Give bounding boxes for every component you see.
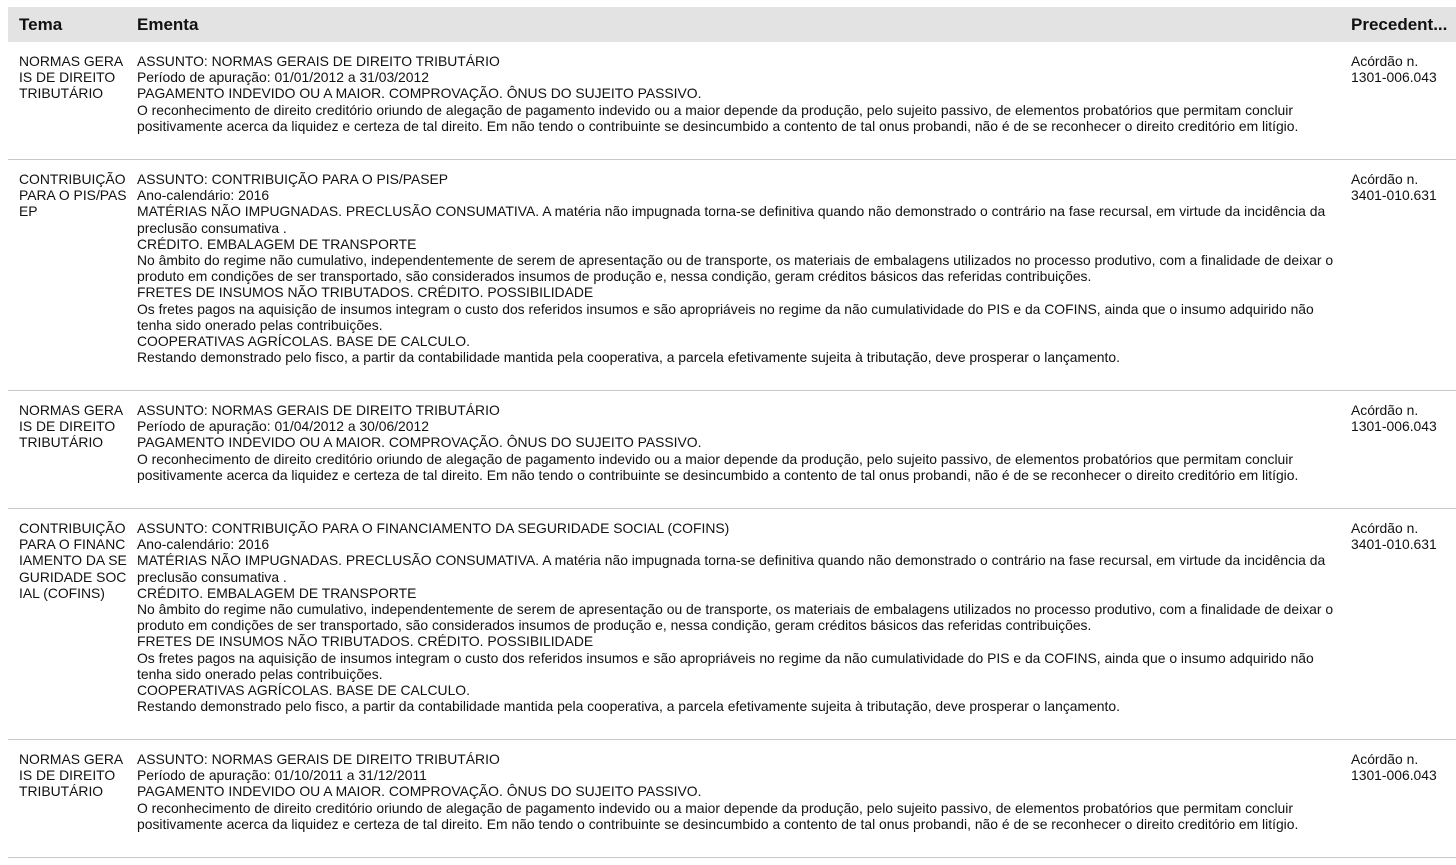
row-precedente[interactable]: Acórdão n. 3401-010.631 [1351,171,1437,204]
ementa-line: CRÉDITO. EMBALAGEM DE TRANSPORTE [137,584,417,601]
ementa-line: Os fretes pagos na aquisição de insumos integram o custo dos referidos insumos e são apropriáveis no regime da não cumulatividade do PIS e da COFINS, ainda que o insumo adquirido não tenha sido onerado pelas contribuições. [137,649,1314,682]
ementa-line: ASSUNTO: CONTRIBUIÇÃO PARA O FINANCIAMENTO DA SEGURIDADE SOCIAL (COFINS) [137,520,730,536]
ementa-line: Restando demonstrado pelo fisco, a partir da contabilidade mantida pela cooperativa, a parcela efetivamente sujeita à tributação, deve prosperar o lançamento. [137,698,1120,715]
ementa-line: PAGAMENTO INDEVIDO OU A MAIOR. COMPROVAÇÃO. ÔNUS DO SUJEITO PASSIVO. [137,434,702,451]
row-tema: NORMAS GERAIS DE DIREITO TRIBUTÁRIO [19,402,124,451]
ementa-line: No âmbito do regime não cumulativo, independentemente de serem de apresentação ou de transporte, os materiais de embalagens utilizados no processo produtivo, com a finalidade de deixar o produto em condições de ser transportado, são considerados insumos de produção e, nessa condição, geram créditos básicos das referidas contribuições. [137,601,1334,634]
ementa-line: O reconhecimento de direito creditório oriundo de alegação de pagamento indevido ou a maior depende da produção, pelo sujeito passivo, de elementos probatórios que permitam concluir positivamente acerca da liquidez e certeza de tal direito. Em não tendo o contribuinte se desincumbido a contento de tal onus probandi, não é de se reconhecer o direito creditório em litígio. [137,799,1299,832]
row-precedente[interactable]: Acórdão n. 1301-006.043 [1351,751,1437,784]
ementa-line: ASSUNTO: CONTRIBUIÇÃO PARA O PIS/PASEP [137,171,449,187]
ementa-line: ASSUNTO: NORMAS GERAIS DE DIREITO TRIBUTÁRIO [137,53,500,69]
row-ementa [137,509,1351,739]
ementa-line: MATÉRIAS NÃO IMPUGNADAS. PRECLUSÃO CONSUMATIVA. A matéria não impugnada torna-se definitiva quando não demonstrado o contrário na fase recursal, em virtude da incidência da preclusão consumativa . [137,552,1326,585]
ementa-line: Período de apuração: 01/04/2012 a 30/06/2012 [137,418,429,435]
table-row[interactable] [8,740,1456,858]
row-tema: CONTRIBUIÇÃO PARA O FINANCIAMENTO DA SEGURIDADE SOCIAL (COFINS) [19,520,127,601]
ementa-line: PAGAMENTO INDEVIDO OU A MAIOR. COMPROVAÇÃO. ÔNUS DO SUJEITO PASSIVO. [137,783,702,800]
results-table [8,7,1456,858]
column-header-tema[interactable]: Tema [19,14,63,34]
row-precedente[interactable]: Acórdão n. 3401-010.631 [1351,520,1437,553]
ementa-line: O reconhecimento de direito creditório oriundo de alegação de pagamento indevido ou a maior depende da produção, pelo sujeito passivo, de elementos probatórios que permitam concluir positivamente acerca da liquidez e certeza de tal direito. Em não tendo o contribuinte se desincumbido a contento de tal onus probandi, não é de se reconhecer o direito creditório em litígio. [137,101,1299,134]
column-header-ementa[interactable]: Ementa [137,14,199,34]
ementa-line: FRETES DE INSUMOS NÃO TRIBUTADOS. CRÉDITO. POSSIBILIDADE [137,284,594,301]
row-precedente[interactable]: Acórdão n. 1301-006.043 [1351,402,1437,435]
ementa-line: ASSUNTO: NORMAS GERAIS DE DIREITO TRIBUTÁRIO [137,751,500,767]
row-ementa [137,160,1351,390]
row-ementa [137,740,1351,857]
ementa-line: Restando demonstrado pelo fisco, a partir da contabilidade mantida pela cooperativa, a parcela efetivamente sujeita à tributação, deve prosperar o lançamento. [137,349,1120,366]
column-header-precedente[interactable]: Precedent... [1351,14,1448,34]
ementa-line: COOPERATIVAS AGRÍCOLAS. BASE DE CALCULO. [137,333,470,350]
row-tema: NORMAS GERAIS DE DIREITO TRIBUTÁRIO [19,751,124,800]
row-ementa [137,42,1351,159]
table-row[interactable] [8,160,1456,391]
ementa-line: No âmbito do regime não cumulativo, independentemente de serem de apresentação ou de transporte, os materiais de embalagens utilizados no processo produtivo, com a finalidade de deixar o produto em condições de ser transportado, são considerados insumos de produção e, nessa condição, geram créditos básicos das referidas contribuições. [137,252,1334,285]
ementa-line: Período de apuração: 01/10/2011 a 31/12/2011 [137,767,427,784]
ementa-line: FRETES DE INSUMOS NÃO TRIBUTADOS. CRÉDITO. POSSIBILIDADE [137,633,594,650]
row-tema: CONTRIBUIÇÃO PARA O PIS/PASEP [19,171,127,220]
ementa-line: Ano-calendário: 2016 [137,536,270,553]
ementa-line: COOPERATIVAS AGRÍCOLAS. BASE DE CALCULO. [137,682,470,699]
ementa-line: Os fretes pagos na aquisição de insumos integram o custo dos referidos insumos e são apropriáveis no regime da não cumulatividade do PIS e da COFINS, ainda que o insumo adquirido não tenha sido onerado pelas contribuições. [137,300,1314,333]
row-tema: NORMAS GERAIS DE DIREITO TRIBUTÁRIO [19,53,124,102]
table-row[interactable] [8,42,1456,160]
table-row[interactable] [8,391,1456,509]
ementa-line: PAGAMENTO INDEVIDO OU A MAIOR. COMPROVAÇÃO. ÔNUS DO SUJEITO PASSIVO. [137,85,702,102]
ementa-line: ASSUNTO: NORMAS GERAIS DE DIREITO TRIBUTÁRIO [137,402,500,418]
ementa-line: O reconhecimento de direito creditório oriundo de alegação de pagamento indevido ou a maior depende da produção, pelo sujeito passivo, de elementos probatórios que permitam concluir positivamente acerca da liquidez e certeza de tal direito. Em não tendo o contribuinte se desincumbido a contento de tal onus probandi, não é de se reconhecer o direito creditório em litígio. [137,450,1299,483]
ementa-line: Período de apuração: 01/01/2012 a 31/03/2012 [137,69,429,86]
ementa-line: Ano-calendário: 2016 [137,187,270,204]
row-ementa [137,391,1351,508]
table-row[interactable] [8,509,1456,740]
table-header [8,7,1456,42]
row-precedente[interactable]: Acórdão n. 1301-006.043 [1351,53,1437,86]
ementa-line: MATÉRIAS NÃO IMPUGNADAS. PRECLUSÃO CONSUMATIVA. A matéria não impugnada torna-se definitiva quando não demonstrado o contrário na fase recursal, em virtude da incidência da preclusão consumativa . [137,203,1326,236]
ementa-line: CRÉDITO. EMBALAGEM DE TRANSPORTE [137,235,417,252]
